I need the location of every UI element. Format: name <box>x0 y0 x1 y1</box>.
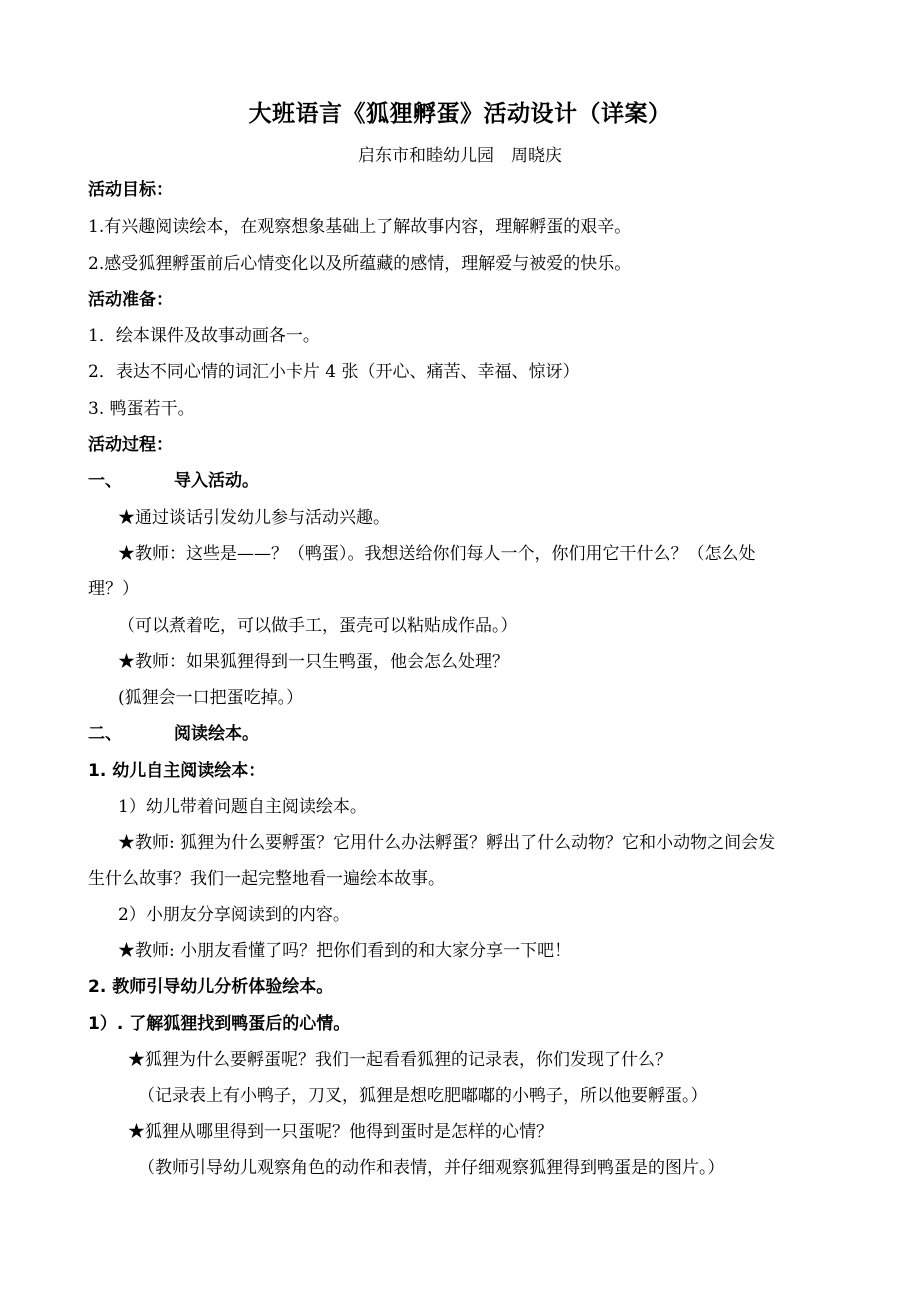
section-heading <box>88 724 850 744</box>
paragraph-line: ★教师: 小朋友看懂了吗？把你们看到的和大家分享一下吧！ <box>118 941 572 961</box>
document-title: 大班语言《狐狸孵蛋》活动设计（详案） <box>248 101 672 127</box>
prep-heading: 活动准备： <box>88 290 173 310</box>
paragraph-line: ★通过谈话引发幼儿参与活动兴趣。 <box>118 508 390 528</box>
paragraph-line: 2）小朋友分享阅读到的内容。 <box>118 905 350 925</box>
author-line: 启东市和睦幼儿园 周晓庆 <box>358 146 562 166</box>
section-number: 二、 <box>88 724 122 744</box>
subsection-heading: 1. 幼儿自主阅读绘本： <box>88 761 266 781</box>
paragraph-line: ★狐狸从哪里得到一只蛋呢？他得到蛋时是怎样的心情？ <box>128 1122 553 1142</box>
subsection-heading: 1）. 了解狐狸找到鸭蛋后的心情。 <box>88 1014 351 1034</box>
paragraph-line: （可以煮着吃，可以做手工，蛋壳可以粘贴成作品。） <box>118 616 518 636</box>
paragraph-line: ★教师: 狐狸为什么要孵蛋？它用什么办法孵蛋？孵出了什么动物？它和小动物之间会发 <box>118 833 776 853</box>
subsection-heading: 2. 教师引导幼儿分析体验绘本。 <box>88 977 334 997</box>
paragraph-line: 1）幼儿带着问题自主阅读绘本。 <box>118 797 367 817</box>
paragraph-line: （教师引导幼儿观察角色的动作和表情，并仔细观察狐狸得到鸭蛋是的图片。） <box>138 1158 725 1178</box>
prep-item: 3. 鸭蛋若干。 <box>88 399 195 419</box>
paragraph-line: 生什么故事？我们一起完整地看一遍绘本故事。 <box>88 869 445 889</box>
goal-item: 1.有兴趣阅读绘本，在观察想象基础上了解故事内容，理解孵蛋的艰辛。 <box>88 217 632 237</box>
goal-item: 2.感受狐狸孵蛋前后心情变化以及所蕴藏的感情，理解爱与被爱的快乐。 <box>88 254 632 274</box>
paragraph-line: ★狐狸为什么要孵蛋呢？我们一起看看狐狸的记录表，你们发现了什么？ <box>128 1050 672 1070</box>
section-title: 导入活动。 <box>174 471 259 491</box>
paragraph-line: ★教师：如果狐狸得到一只生鸭蛋，他会怎么处理？ <box>118 652 509 672</box>
goals-heading: 活动目标： <box>88 180 173 200</box>
section-title: 阅读绘本。 <box>174 724 259 744</box>
paragraph-line: 理？） <box>88 579 139 599</box>
paragraph-line: （记录表上有小鸭子，刀叉，狐狸是想吃肥嘟嘟的小鸭子，所以他要孵蛋。） <box>138 1086 708 1106</box>
section-heading <box>88 471 850 491</box>
section-number: 一、 <box>88 471 122 491</box>
process-heading: 活动过程： <box>88 435 173 455</box>
prep-item: 1．绘本课件及故事动画各一。 <box>88 326 320 346</box>
paragraph-line: (狐狸会一口把蛋吃掉。） <box>118 688 304 708</box>
paragraph-line: ★教师：这些是——？（鸭蛋）。我想送给你们每人一个，你们用它干什么？（怎么处 <box>118 544 756 564</box>
prep-item: 2．表达不同心情的词汇小卡片 4 张（开心、痛苦、幸福、惊讶） <box>88 362 580 382</box>
